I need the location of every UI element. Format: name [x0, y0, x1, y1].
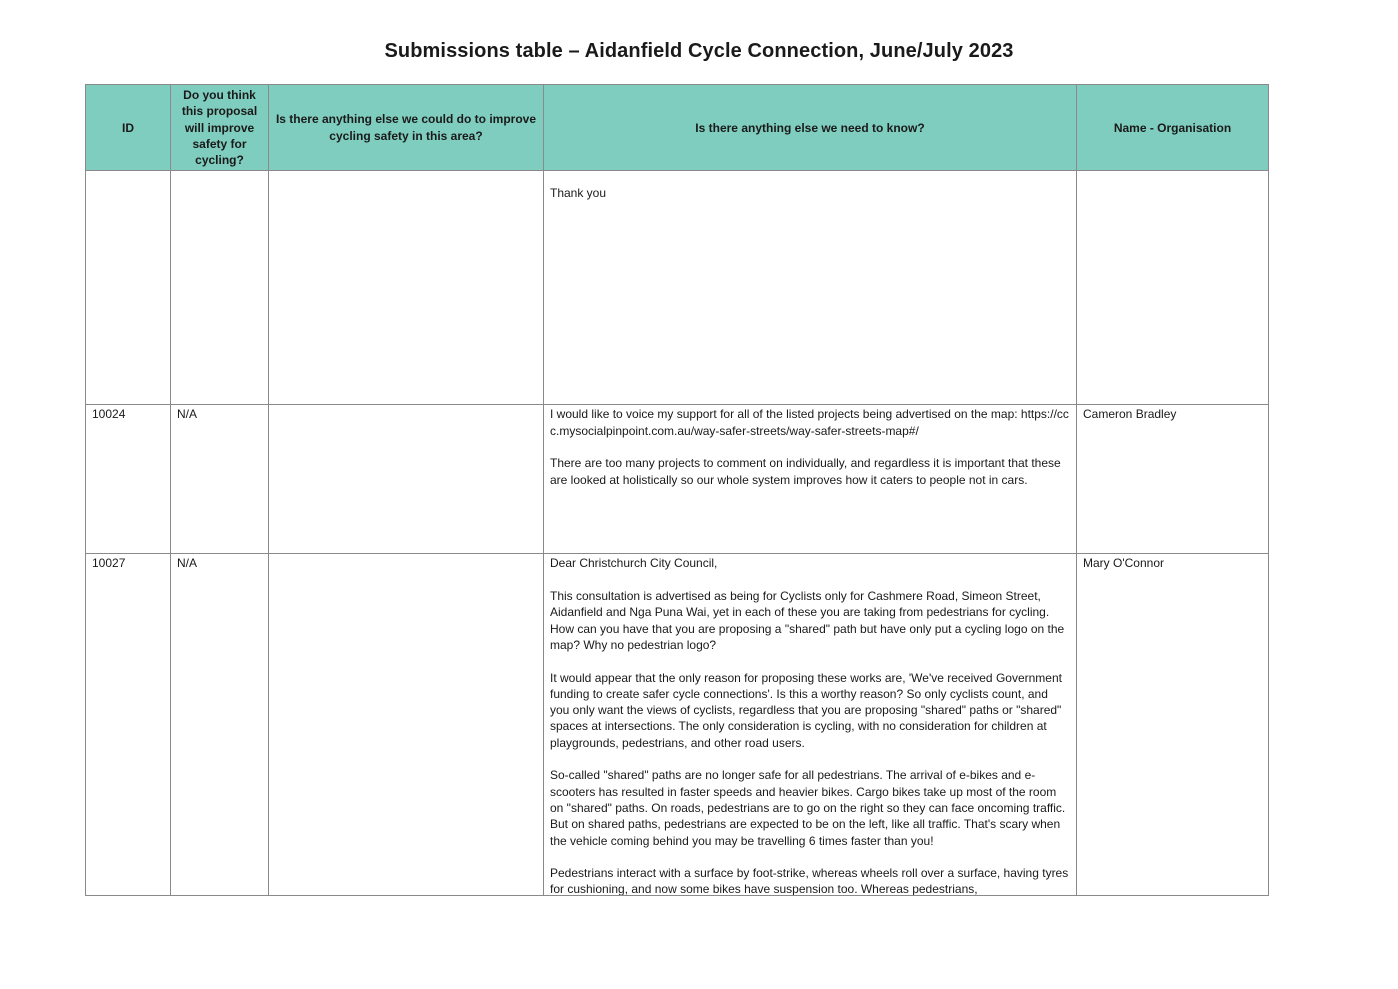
know-paragraph: Pedestrians interact with a surface by foot-strike, whereas wheels roll over a surface, having tyres for cushioning, and now some bikes have suspension too. Whereas pedestrians,	[550, 866, 1069, 896]
page-title: Submissions table – Aidanfield Cycle Connection, June/July 2023	[384, 40, 1014, 62]
know-paragraph: It would appear that the only reason for proposing these works are, 'We've received Government funding to create safer cycle connections'. Is this a worthy reason? So only cyclists count, and you only want the views of cyclists, regardless that you are proposing "shared" paths or "shared" spaces at intersections. The only consideration is cycling, with no consideration for children at playgrounds, pedestrians, and other road users.	[550, 670, 1062, 750]
cell-know	[544, 405, 1077, 554]
header-know: Is there anything else we need to know?	[544, 85, 1077, 171]
know-paragraph: So-called "shared" paths are no longer safe for all pedestrians. The arrival of e-bikes and e-scooters has resulted in faster speeds and heavier bikes. Cargo bikes take up most of the room on "shared" paths. On roads, pedestrians are to go on the right so they can face oncoming traffic. But on shared paths, pedestrians are expected to be on the left, like all traffic. That's scary when the vehicle coming behind you may be travelling 6 times faster than you!	[550, 768, 1066, 848]
header-id: ID	[86, 85, 171, 171]
header-safety: Do you think this proposal will improve safety for cycling?	[171, 85, 269, 171]
cell-improve	[269, 554, 544, 896]
submissions-table	[85, 84, 1269, 896]
table-row	[86, 554, 1269, 896]
cell-name: Cameron Bradley	[1077, 405, 1269, 554]
header-name: Name - Organisation	[1077, 85, 1269, 171]
table-row	[86, 171, 1269, 405]
know-paragraph: There are too many projects to comment on individually, and regardless it is important that these are looked at holistically so our whole system improves how it caters to people not in cars.	[550, 456, 1061, 487]
cell-safety	[171, 171, 269, 405]
cell-know	[544, 554, 1077, 896]
cell-improve	[269, 405, 544, 554]
table-header-row	[86, 85, 1269, 171]
cell-improve	[269, 171, 544, 405]
header-improve: Is there anything else we could do to improve cycling safety in this area?	[269, 85, 544, 171]
know-paragraph: I would like to voice my support for all of the listed projects being advertised on the map: https://ccc.mysocialpinpoint.com.au/way-safer-streets/way-safer-streets-map#/	[550, 407, 1069, 438]
cell-safety: N/A	[171, 405, 269, 554]
cell-id	[86, 171, 171, 405]
cell-safety: N/A	[171, 554, 269, 896]
cell-id: 10027	[86, 554, 171, 896]
know-paragraph: This consultation is advertised as being for Cyclists only for Cashmere Road, Simeon Street, Aidanfield and Nga Puna Wai, yet in each of these you are taking from pedestrians for cycling. How can you have that you are proposing a "shared" path but have only put a cycling logo on the map? Why no pedestrian logo?	[550, 589, 1065, 652]
cell-id: 10024	[86, 405, 171, 554]
cell-name: Mary O'Connor	[1077, 554, 1269, 896]
table-row	[86, 405, 1269, 554]
cell-know	[544, 171, 1077, 405]
cell-name	[1077, 171, 1269, 405]
know-paragraph: Dear Christchurch City Council,	[550, 556, 718, 571]
know-paragraph: Thank you	[550, 186, 607, 201]
